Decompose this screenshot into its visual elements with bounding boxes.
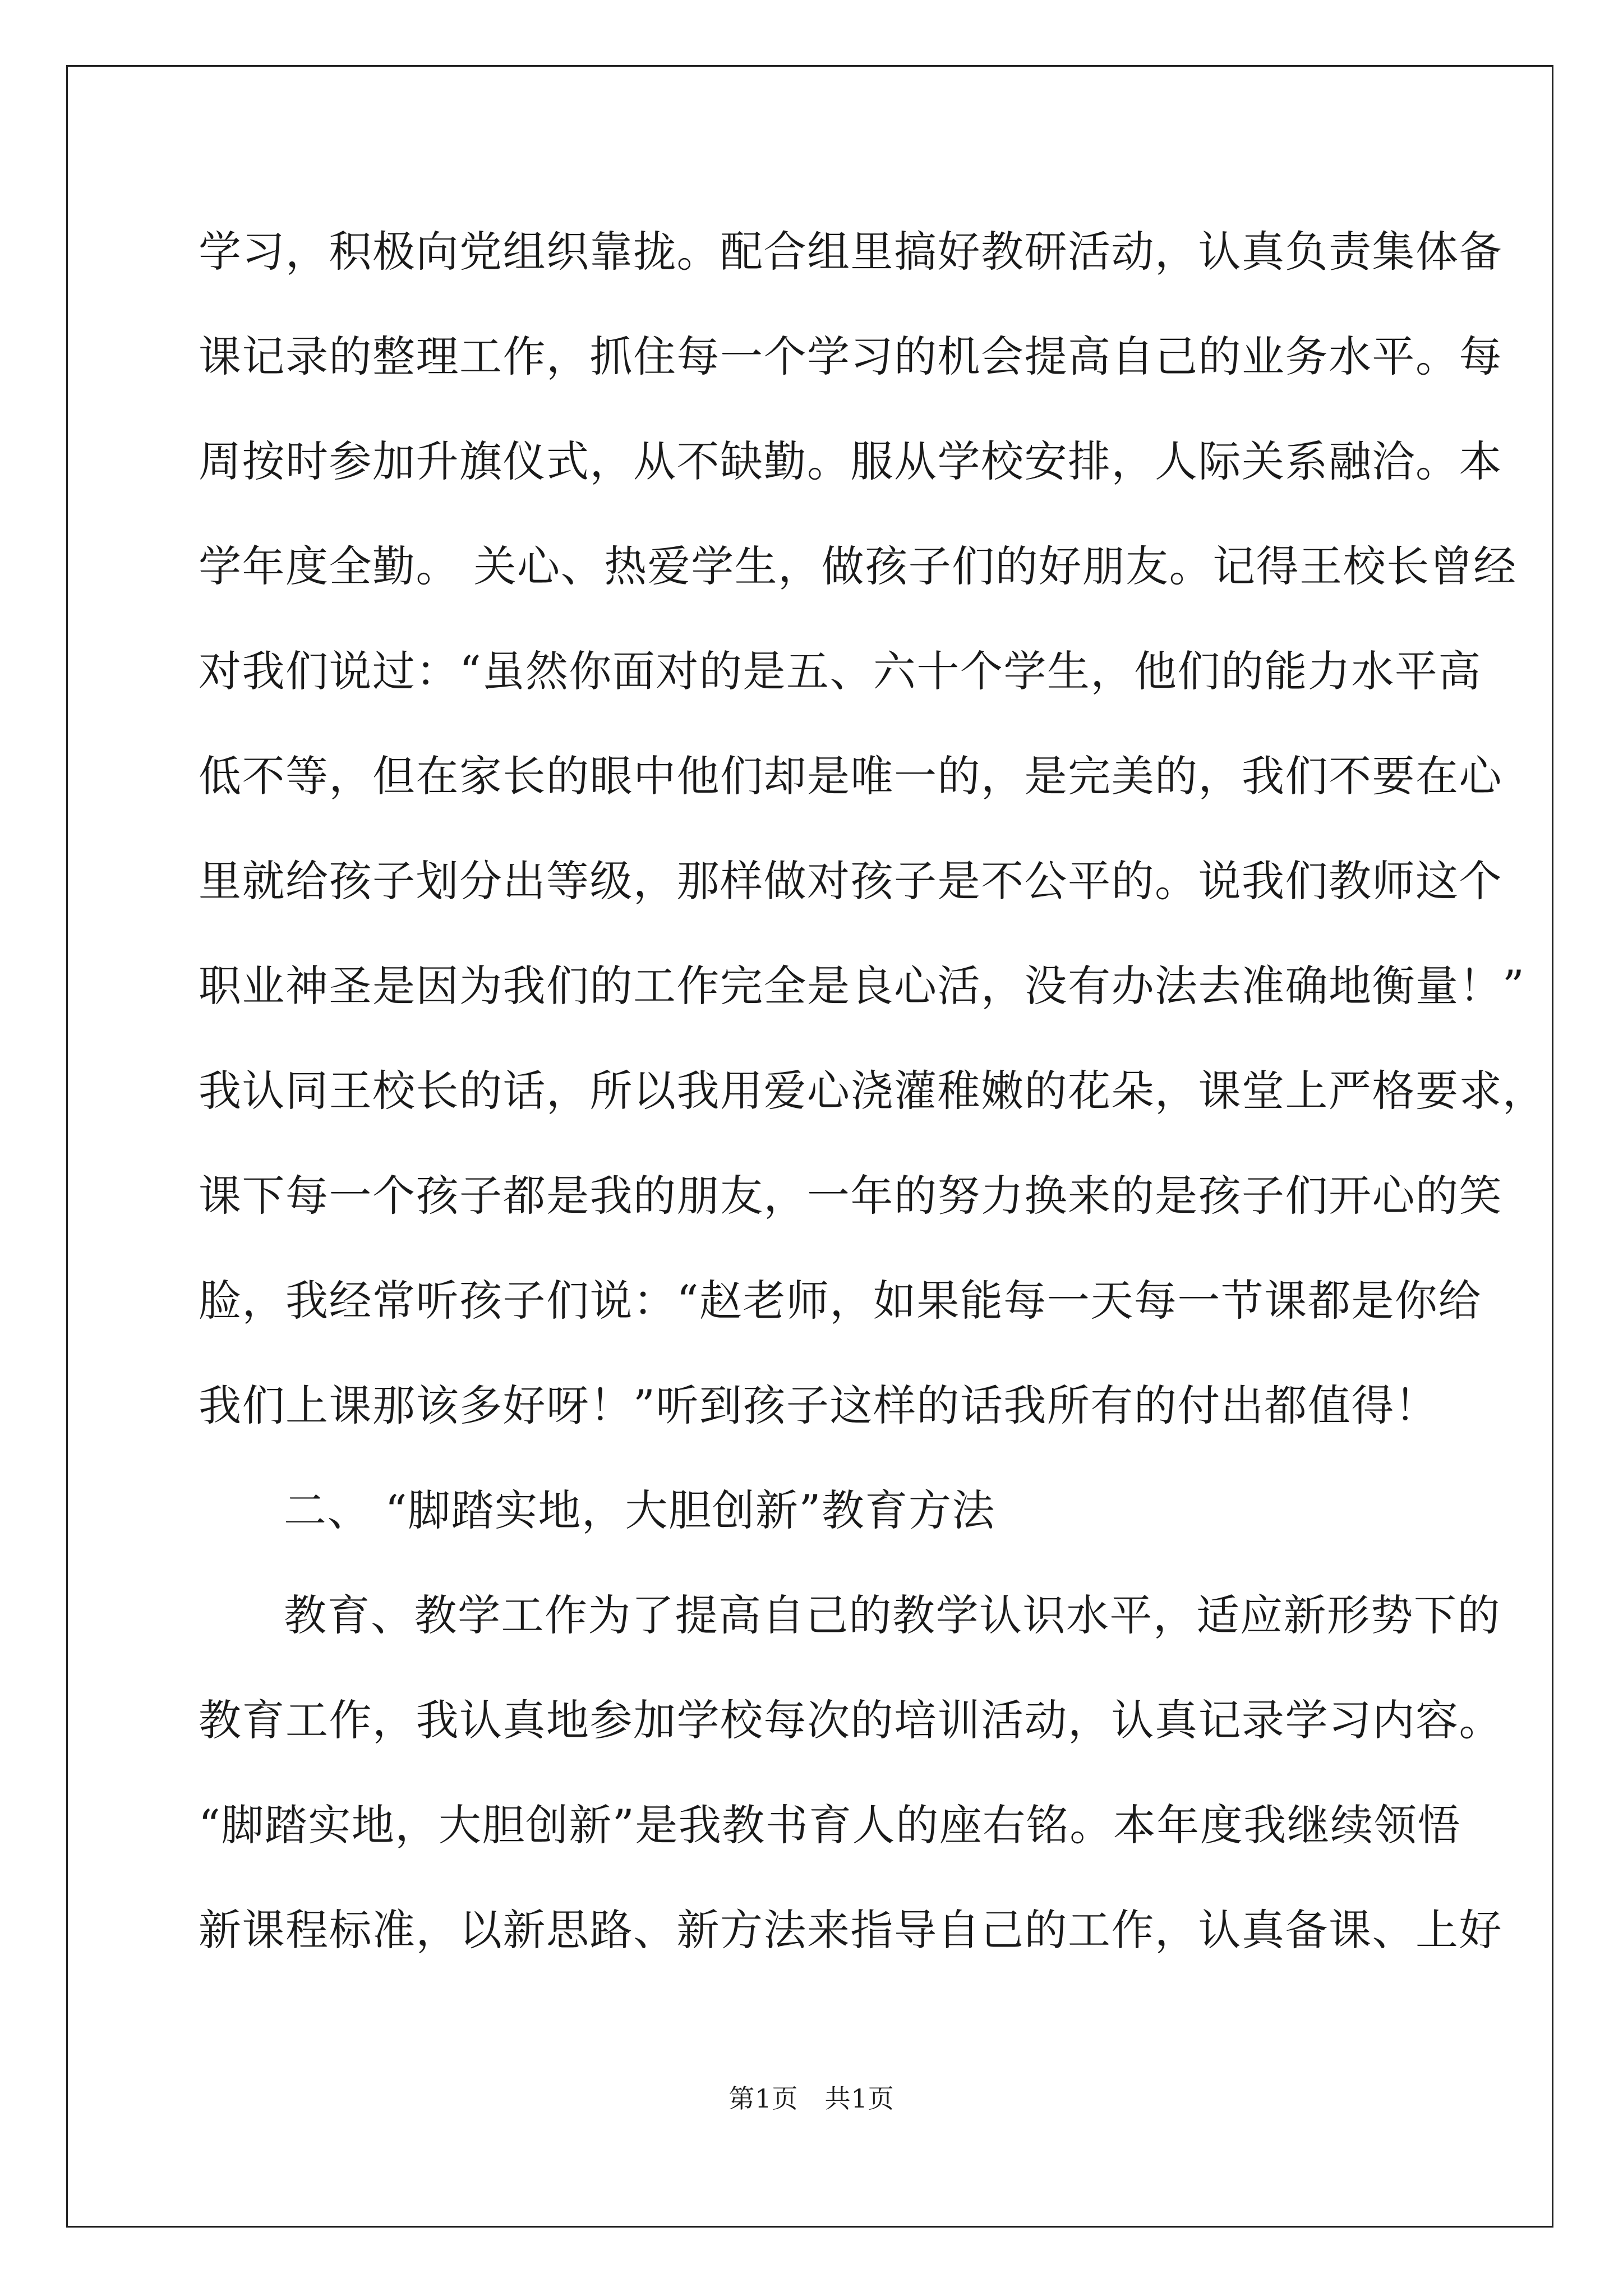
page-total: 共1页 [824, 2083, 895, 2114]
page-number: 第1页 [728, 2083, 799, 2114]
text-line: 新课程标准，以新思路、新方法来指导自己的工作，认真备课、上好 [199, 1905, 1502, 1955]
text-line: 里就给孩子划分出等级，那样做对孩子是不公平的。说我们教师这个 [199, 856, 1502, 906]
text-line: 学年度全勤。 关心、热爱学生，做孩子们的好朋友。记得王校长曾经 [199, 541, 1517, 591]
text-line: 脸，我经常听孩子们说：“赵老师，如果能每一天每一节课都是你给 [199, 1276, 1482, 1326]
text-line: “脚踏实地，大胆创新”是我教书育人的座右铭。本年度我继续领悟 [199, 1800, 1461, 1850]
document-body [199, 213, 1546, 1996]
text-line: 职业神圣是因为我们的工作完全是良心活，没有办法去准确地衡量！” [199, 961, 1525, 1011]
text-line: 周按时参加升旗仪式，从不缺勤。服从学校安排，人际关系融洽。本 [199, 436, 1502, 486]
text-line: 教育工作，我认真地参加学校每次的培训活动，认真记录学习内容。 [199, 1695, 1502, 1745]
text-line: 教育、教学工作为了提高自己的教学认识水平，适应新形势下的 [284, 1590, 1501, 1640]
page-footer [0, 2078, 1623, 2115]
text-line: 课记录的整理工作，抓住每一个学习的机会提高自己的业务水平。每 [199, 332, 1502, 381]
section-heading: 二、 “脚踏实地，大胆创新”教育方法 [284, 1485, 995, 1535]
text-line: 我们上课那该多好呀！”听到孩子这样的话我所有的付出都值得！ [199, 1381, 1438, 1430]
text-line: 对我们说过：“虽然你面对的是五、六十个学生，他们的能力水平高 [199, 646, 1482, 696]
text-line: 我认同王校长的话，所以我用爱心浇灌稚嫩的花朵，课堂上严格要求， [199, 1066, 1546, 1116]
text-line: 课下每一个孩子都是我的朋友，一年的努力换来的是孩子们开心的笑 [199, 1171, 1502, 1221]
text-line: 低不等，但在家长的眼中他们却是唯一的，是完美的，我们不要在心 [199, 751, 1502, 801]
text-line: 学习，积极向党组织靠拢。配合组里搞好教研活动，认真负责集体备 [199, 227, 1502, 277]
